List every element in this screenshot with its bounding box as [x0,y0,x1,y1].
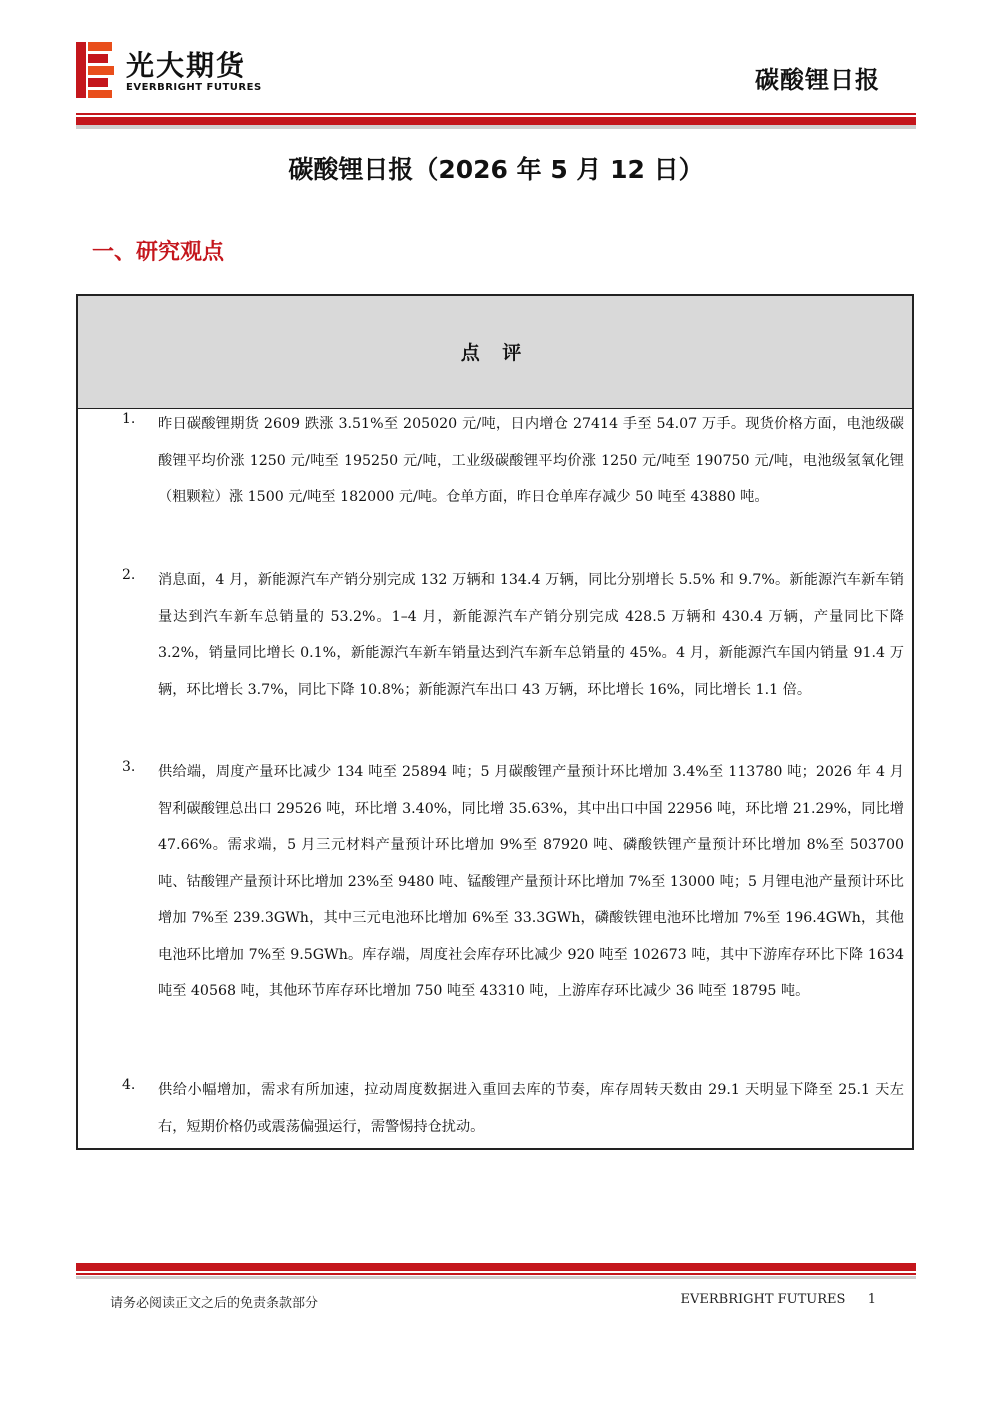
logo-text-en: EVERBRIGHT FUTURES [126,82,262,93]
list-item-text: 昨日碳酸锂期货 2609 跌涨 3.51%至 205020 元/吨，日内增仓 27414 手至 54.07 万手。现货价格方面，电池级碳酸锂平均价涨 1250 元/吨至 195250 元/吨，工业级碳酸锂平均价涨 1250 元/吨至 190750 元/吨，电池级氢氧化锂（粗颗粒）涨 1500 元/吨至 182000 元/吨。仓单方面，昨日仓单库存减少 50 吨至 43880 吨。 [158,416,904,505]
comment-table-body [78,409,912,1148]
list-item-text: 供给端，周度产量环比减少 134 吨至 25894 吨；5 月碳酸锂产量预计环比增加 3.4%至 113780 吨；2026 年 4 月智利碳酸锂总出口 29526 吨，环比增 3.40%，同比增 35.63%，其中出口中国 22956 吨，环比增 21.29%，同比增 47.66%。需求端，5 月三元材料产量预计环比增加 9%至 87920 吨、磷酸铁锂产量预计环比增加 8%至 503700 吨、钴酸锂产量预计环比增加 23%至 9480 吨、锰酸锂产量预计环比增加 7%至 13000 吨；5 月锂电池产量预计环比增加 7%至 239.3GWh，其中三元电池环比增加 6%至 33.3GWh，磷酸铁锂电池环比增加 7%至 196.4GWh，其他电池环比增加 7%至 9.5GWh。库存端，周度社会库存环比减少 920 吨至 102673 吨，其中下游库存环比下降 1634 吨至 40568 吨，其他环节库存环比增加 750 吨至 43310 吨，上游库存环比减少 36 吨至 18795 吨。 [158,764,904,999]
footer-disclaimer: 请务必阅读正文之后的免责条款部分 [110,1296,319,1311]
list-item-number: 4. [122,1077,136,1093]
comment-table [76,294,914,1150]
list-item-number: 3. [122,759,136,775]
comment-table-header [78,296,912,409]
report-type-title: 碳酸锂日报 [755,66,880,94]
company-logo [76,42,316,102]
section-heading: 一、研究观点 [92,240,225,265]
logo-text-cn: 光大期货 [126,49,247,82]
list-item-text: 消息面，4 月，新能源汽车产销分别完成 132 万辆和 134.4 万辆，同比分别增长 5.5% 和 9.7%。新能源汽车新车销量达到汽车新车总销量的 53.2%。1–4 月，新能源汽车产销分别完成 428.5 万辆和 430.4 万辆，产量同比下降 3.2%，销量同比增长 0.1%，新能源汽车新车销量达到汽车新车总销量的 45%。4 月，新能源汽车国内销量 91.4 万辆，环比增长 3.7%，同比下降 10.8%；新能源汽车出口 43 万辆，环比增长 16%，同比增长 1.1 倍。 [158,572,904,698]
footer-page-number: 1 [867,1292,876,1307]
list-item-number: 1. [122,411,136,427]
document-title: 碳酸锂日报（2026 年 5 月 12 日） [288,155,704,184]
header-divider-thin [76,113,916,115]
footer-divider-thick [76,1263,916,1271]
logo-mark-icon [76,42,116,98]
footer-divider-thin [76,1273,916,1275]
header-divider-shadow [76,125,916,129]
list-item-text: 供给小幅增加，需求有所加速，拉动周度数据进入重回去库的节奏，库存周转天数由 29.1 天明显下降至 25.1 天左右，短期价格仍或震荡偏强运行，需警惕持仓扰动。 [158,1082,904,1135]
header-divider-thick [76,117,916,125]
footer-right [680,1292,876,1307]
list-item-number: 2. [122,567,136,583]
footer-divider-shadow [76,1276,916,1279]
footer-company: EVERBRIGHT FUTURES [680,1292,846,1307]
comment-table-header-label: 点 评 [460,342,530,364]
